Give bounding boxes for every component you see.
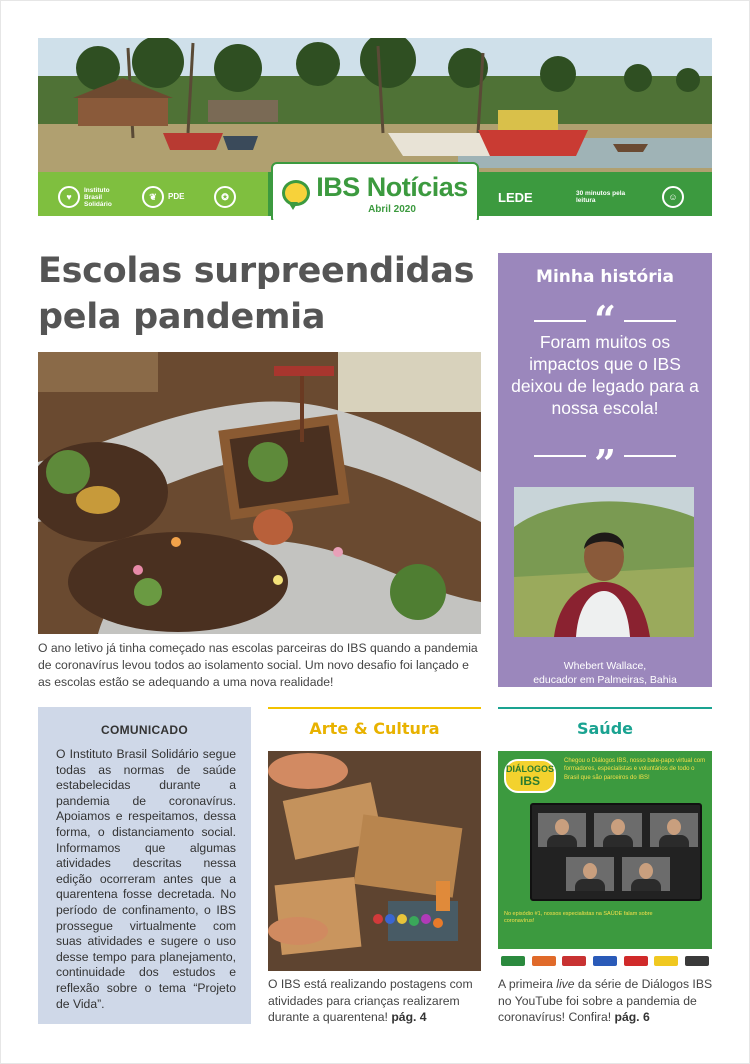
art-text <box>268 976 483 1026</box>
participant-tile <box>538 813 586 847</box>
sponsor-logo <box>624 956 648 966</box>
logo-label: LEDE <box>498 189 533 205</box>
sponsor-logo <box>593 956 617 966</box>
newsletter-title: IBS Notícias <box>316 171 468 202</box>
book-icon: ❦ <box>142 186 164 208</box>
thirty-minutes-logo <box>576 184 634 210</box>
craft-activity-photo <box>268 751 481 971</box>
educator-name: Whebert Wallace, <box>563 660 647 672</box>
health-text <box>498 976 713 1026</box>
health-body-a: A primeira <box>498 977 557 991</box>
lede-logo <box>498 184 533 210</box>
my-story-sidebar <box>498 253 712 687</box>
culture-logo <box>662 184 684 210</box>
educator-role: educador em Palmeiras, Bahia <box>533 674 677 686</box>
story-quote: Foram muitos os impactos que o IBS deixou de legado para a nossa escola! <box>511 332 699 418</box>
close-quote-icon: ” <box>594 441 616 486</box>
sponsor-logo <box>501 956 525 966</box>
logo-top: DIÁLOGOS <box>506 764 555 774</box>
speech-bubble-icon <box>282 180 310 206</box>
heart-icon: ♥ <box>58 186 80 208</box>
masthead <box>271 162 479 220</box>
health-page-link[interactable]: pág. 6 <box>614 1010 650 1024</box>
participant-tile <box>594 813 642 847</box>
garden-illustration <box>38 352 481 634</box>
art-rule <box>268 707 481 709</box>
beach-village-photo <box>38 38 712 178</box>
logo-label: PDE <box>168 192 185 201</box>
issue-date: Abril 2020 <box>368 203 416 215</box>
main-headline: Escolas surpreendidas pela pandemia <box>38 251 475 337</box>
dialogos-ibs-card[interactable] <box>498 751 712 972</box>
story-caption <box>498 659 712 687</box>
participant-tile <box>650 813 698 847</box>
notice-box <box>38 707 251 1024</box>
seal-icon: ✪ <box>214 186 236 208</box>
art-page-link[interactable]: pág. 4 <box>391 1010 427 1024</box>
participant-tile <box>622 857 670 891</box>
beach-village-illustration <box>38 38 712 178</box>
sponsor-logo <box>685 956 709 966</box>
health-body-live: live <box>556 977 575 991</box>
health-section-title: Saúde <box>576 719 633 738</box>
people-icon: ☺ <box>662 186 684 208</box>
lead-paragraph: O ano letivo já tinha começado nas escolas parceiras do IBS quando a pandemia de coronavírus levou todos ao isolamento social. Um novo desafio foi lançado e as escolas estão se adequando a uma nova realidade! <box>38 641 478 689</box>
header-banner <box>38 38 712 220</box>
educator-portrait <box>514 487 694 637</box>
school-garden-photo <box>38 352 481 634</box>
sponsor-bar <box>498 949 712 972</box>
logo-label: Instituto Brasil Solidário <box>84 186 112 208</box>
video-call-frame <box>530 803 702 901</box>
logo-label: 30 minutos pela leitura <box>576 190 626 204</box>
notice-text: O Instituto Brasil Solidário segue todas as normas de saúde estabelecidas durante a pandemia de coronavírus. Apoiamos e respeitamos, dessa forma, o distanciamento social. Informamos que algumas atividades descritas nessa edição ocorreram antes que a quarentena fosse decretada. No período de confinamento, o IBS prossegue virtualmente com suas atividades e sugere o uso desse tempo para planejamento, continuidade dos estudos e reflexão sobre o tema “Projeto de Vida”. <box>56 747 236 1011</box>
seal-logo <box>214 184 236 210</box>
pde-logo <box>142 184 184 210</box>
ibs-partner-logo <box>58 184 128 210</box>
health-rule <box>498 707 712 709</box>
health-body-b: da série de Diálogos IBS no YouTube foi sobre a pandemia de coronavírus! Confira! <box>498 977 713 1024</box>
open-quote-icon: “ <box>594 297 616 342</box>
dialogos-ibs-logo <box>504 759 556 793</box>
dialogos-blurb: Chegou o Diálogos IBS, nosso bate-papo virtual com formadores, especialistas e voluntários de todo o Brasil que são parceiros do IBS! <box>564 758 706 781</box>
art-section-title: Arte & Cultura <box>309 719 440 738</box>
participant-tile <box>566 857 614 891</box>
logo-bottom: IBS <box>519 774 540 788</box>
episode-note: No episódio #1, nossos especialistas na SAÚDE falam sobre coronavírus! <box>504 911 653 924</box>
notice-title: COMUNICADO <box>101 723 188 737</box>
portrait-illustration <box>514 487 694 637</box>
art-body: O IBS está realizando postagens com atividades para crianças realizarem durante a quarentena! <box>268 977 473 1024</box>
craft-illustration <box>268 751 481 971</box>
sponsor-logo <box>654 956 678 966</box>
sponsor-logo <box>562 956 586 966</box>
story-title: Minha história <box>536 267 674 287</box>
sponsor-logo <box>532 956 556 966</box>
